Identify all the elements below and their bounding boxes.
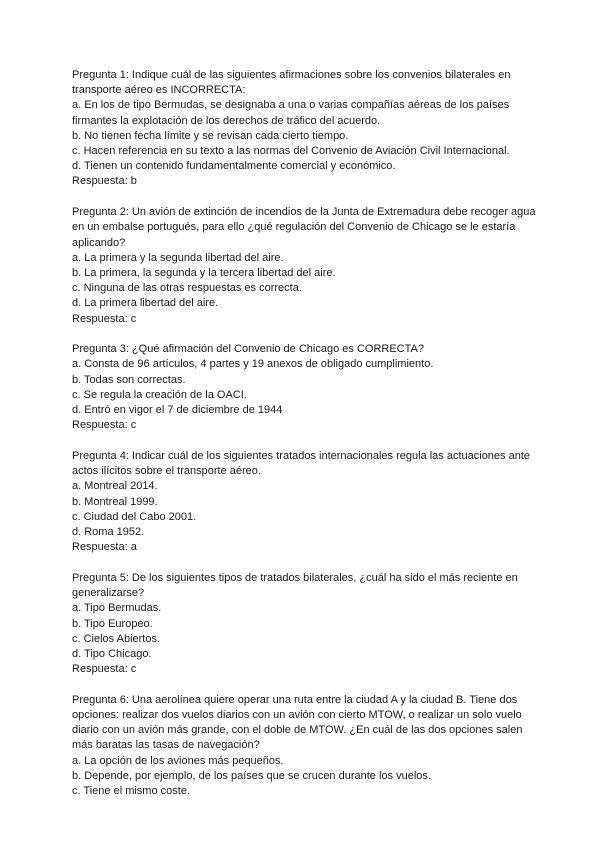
answer: Respuesta: b: [72, 175, 137, 188]
answer: Respuesta: c: [72, 419, 137, 432]
question-text: Pregunta 1: Indique cuál de las siguientes afirmaciones sobre los convenios bilaterales en transporte aéreo es INCORRECTA:: [72, 69, 511, 97]
option-b: b. Tipo Europeo.: [72, 617, 153, 630]
option-a: a. La primera y la segunda libertad del aire.: [72, 251, 284, 264]
answer: Respuesta: c: [72, 312, 137, 325]
option-c: c. Ninguna de las otras respuestas es correcta.: [72, 282, 302, 295]
option-d: d. Tienen un contenido fundamentalmente comercial y económico.: [72, 160, 396, 173]
question-1: [72, 68, 540, 190]
question-text: Pregunta 5: De los siguientes tipos de tratados bilaterales, ¿cuál ha sido el más reciente en generalizarse?: [72, 571, 518, 600]
question-text: Pregunta 4: Indicar cuál de los siguientes tratados internacionales regula las actuaciones ante actos ilícitos sobre el transporte aéreo.: [72, 449, 531, 478]
question-text: Pregunta 6: Una aerolínea quiere operar una ruta entre la ciudad A y la ciudad B. Tiene dos opciones: realizar dos vuelos diarios con un avión con cierto MTOW, o realizar un solo vuelo diario con un avión más grande, con el doble de MTOW. ¿En cuál de las dos opciones salen más baratas las tasas de navegación?: [72, 693, 523, 752]
question-2: [72, 205, 540, 327]
option-c: c. Ciudad del Cabo 2001.: [72, 510, 197, 523]
question-6: [72, 693, 540, 799]
option-d: d. La primera libertad del aire.: [72, 297, 219, 310]
question-4: [72, 449, 540, 555]
question-text: Pregunta 2: Un avión de extinción de incendios de la Junta de Extremadura debe recoger agua en un embalse portugués, para ello ¿qué regulación del Convenio de Chicago se le estaría aplicando?: [72, 206, 536, 249]
question-3: [72, 342, 540, 433]
option-b: b. La primera, la segunda y la tercera libertad del aire.: [72, 266, 336, 279]
option-d: d. Entró en vigor el 7 de diciembre de 1944: [72, 404, 283, 417]
answer: Respuesta: c: [72, 663, 137, 676]
question-5: [72, 571, 540, 677]
option-d: d. Tipo Chicago.: [72, 647, 152, 660]
option-b: b. No tienen fecha límite y se revisan cada cierto tiempo.: [72, 129, 349, 142]
option-c: c. Tiene el mismo coste.: [72, 785, 190, 798]
option-d: d. Roma 1952.: [72, 525, 145, 538]
option-a: a. Tipo Bermudas.: [72, 602, 162, 615]
option-a: a. La opción de los aviones más pequeños.: [72, 754, 284, 767]
option-a: a. Consta de 96 artículos, 4 partes y 19 anexos de obligado cumplimiento.: [72, 358, 434, 371]
option-b: b. Todas son correctas.: [72, 373, 186, 386]
option-b: b. Depende, por ejemplo, de los países que se crucen durante los vuelos.: [72, 769, 431, 782]
option-c: c. Hacen referencia en su texto a las normas del Convenio de Aviación Civil Internacional.: [72, 145, 510, 158]
option-a: a. En los de tipo Bermudas, se designaba a una o varias compañías aéreas de los países firmantes la explotación de los derechos de tráfico del acuerdo.: [72, 99, 510, 127]
option-b: b. Montreal 1999.: [72, 495, 158, 508]
option-c: c. Se regula la creación de la OACI.: [72, 388, 247, 401]
question-text: Pregunta 3: ¿Qué afirmación del Convenio de Chicago es CORRECTA?: [72, 343, 424, 356]
answer: Respuesta: a: [72, 541, 137, 554]
option-a: a. Montreal 2014.: [72, 480, 158, 493]
option-c: c. Cielos Abiertos.: [72, 632, 161, 645]
